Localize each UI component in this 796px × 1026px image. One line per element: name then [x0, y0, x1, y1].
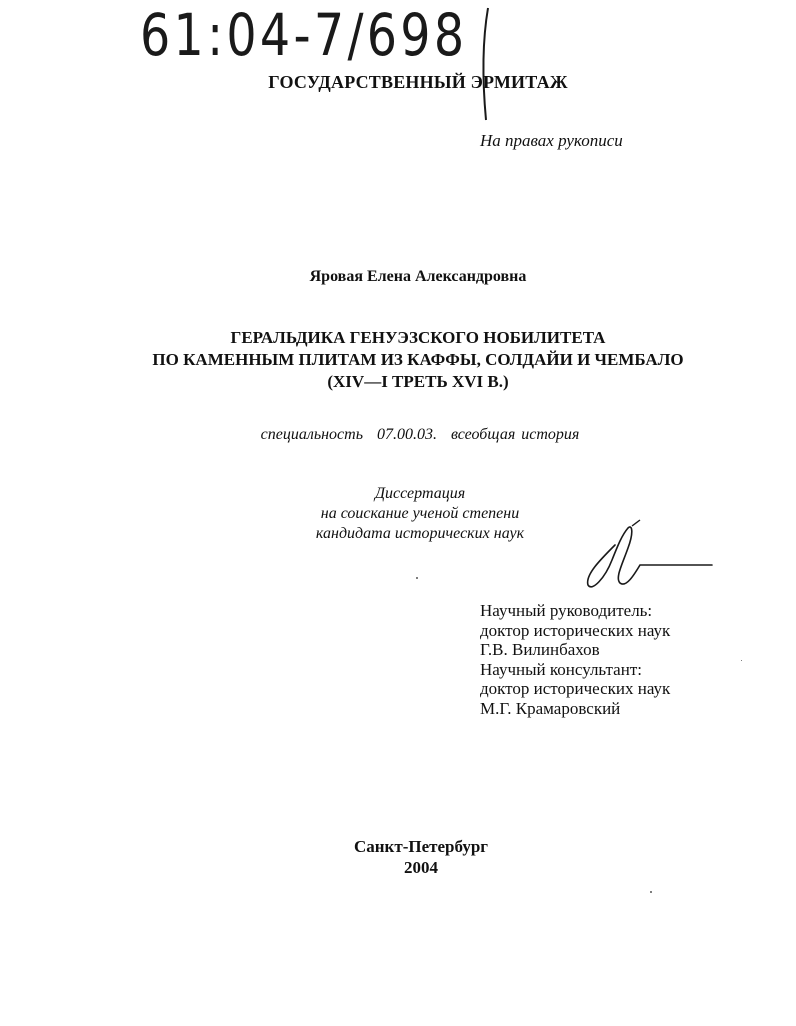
dissertation-line-2: на соискание ученой степени [320, 505, 520, 522]
specialty-code: 07.00.03. [376, 426, 437, 443]
institution-name: ГОСУДАРСТВЕННЫЙ ЭРМИТАЖ [268, 72, 568, 92]
manuscript-note: На правах рукописи [480, 131, 623, 150]
supervisor-degree: доктор исторических наук [480, 620, 671, 640]
scan-speck [416, 577, 418, 579]
supervisor-role: Научный руководитель: [480, 601, 653, 620]
author-name: Яровая Елена Александровна [309, 268, 527, 285]
title-line-3: (XIV—I ТРЕТЬ XVI В.) [327, 372, 509, 391]
title-line-2: ПО КАМЕННЫМ ПЛИТАМ ИЗ КАФФЫ, СОЛДАЙИ И ЧЕМБАЛО [152, 350, 684, 369]
city-and-year [0, 836, 796, 878]
handwritten-catalog-code: 61:04-7/698 [140, 1, 468, 69]
specialty-name: всеобщая история [450, 426, 580, 443]
scan-speck [650, 891, 652, 893]
dissertation-line-3: кандидата исторических наук [315, 525, 525, 542]
city: Санкт-Петербург [353, 837, 489, 856]
scan-speck [741, 660, 742, 661]
supervisors-block [480, 601, 670, 718]
consultant-role: Научный консультант: [480, 659, 642, 679]
dissertation-line-1: Диссертация [374, 485, 466, 502]
title-line-1: ГЕРАЛЬДИКА ГЕНУЭЗСКОГО НОБИЛИТЕТА [230, 328, 606, 347]
consultant-degree: доктор исторических наук [480, 679, 671, 698]
specialty-label: специальность [260, 426, 363, 443]
supervisor-name: Г.В. Вилинбахов [480, 640, 600, 659]
year: 2004 [404, 858, 438, 877]
consultant-name: М.Г. Крамаровский [480, 698, 621, 718]
